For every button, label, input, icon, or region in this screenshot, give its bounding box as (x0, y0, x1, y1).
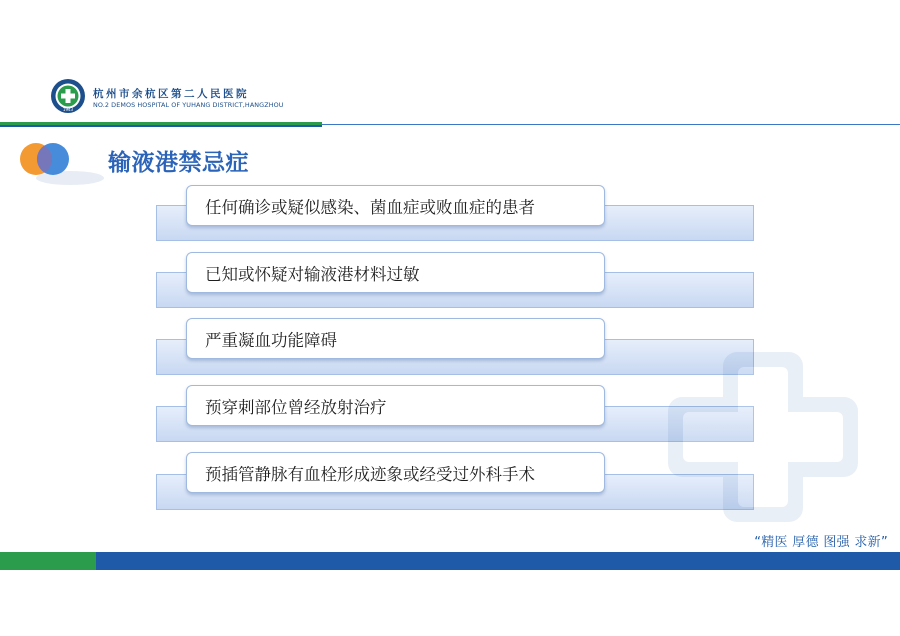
list-item (186, 385, 605, 426)
hospital-name-cn: 杭州市余杭区第二人民医院 (93, 88, 249, 100)
list-item-text: 任何确诊或疑似感染、菌血症或败血症的患者 (205, 197, 535, 217)
title-bubbles-icon (10, 138, 110, 188)
list-item-text: 预穿刺部位曾经放射治疗 (205, 397, 387, 417)
list-item (186, 185, 605, 226)
cross-watermark-icon (668, 352, 858, 522)
footer-bar-blue (96, 552, 900, 570)
list-item-text: 预插管静脉有血栓形成迹象或经受过外科手术 (205, 464, 535, 484)
page-title: 输液港禁忌症 (108, 150, 249, 176)
hospital-logo (50, 78, 86, 114)
header-rule-blue (0, 125, 322, 127)
list-item (186, 252, 605, 293)
header-rule-thin (322, 124, 900, 125)
motto: “精医 厚德 图强 求新” (754, 535, 888, 550)
list-item-text: 已知或怀疑对输液港材料过敏 (205, 264, 420, 284)
hospital-name-en: NO.2 DEMOS HOSPITAL OF YUHANG DISTRICT,HANGZHOU (93, 101, 284, 109)
footer-bar-green (0, 552, 96, 570)
list-item (186, 452, 605, 493)
list-item (186, 318, 605, 359)
logo-year: 1943 (62, 107, 74, 113)
list-item-text: 严重凝血功能障碍 (205, 330, 337, 350)
